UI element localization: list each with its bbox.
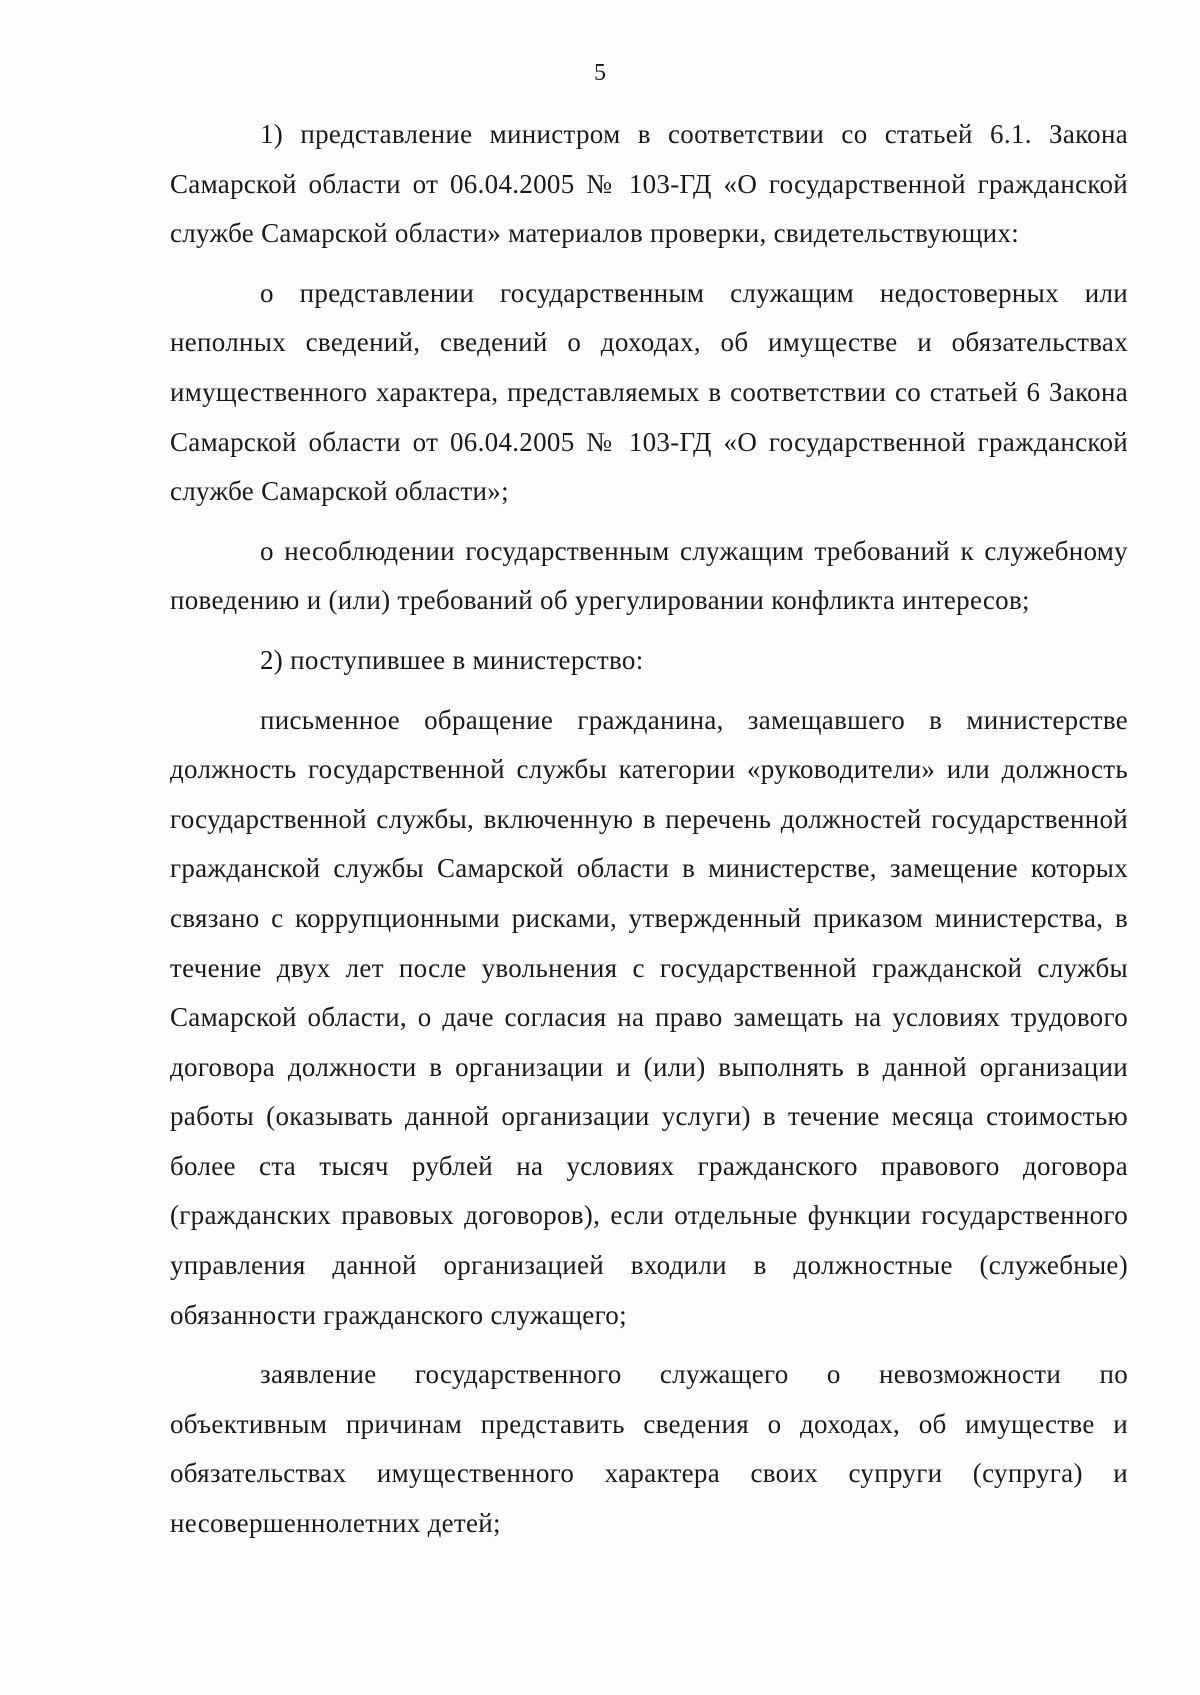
paragraph-non-compliance: о несоблюдении государственным служащим требований к служебному поведению и (или) требований об урегулировании конфликта интересов; [170,535,1128,616]
paragraph-unreliable-info: о представлении государственным служащим недостоверных или неполных сведений, сведений о доходах, об имуществе и обязательствах имущественного характера, представляемых в соответствии со статьей 6 Закона Самарской области от 06.04.2005 № 103-ГД «О государственной гражданской службе Самарской области»; [170,277,1128,507]
paragraph-employee-statement: заявление государственного служащего о невозможности по объективным причинам представить сведения о доходах, об имуществе и обязательствах имущественного характера своих супруги (супруга) и несовершеннолетних детей; [170,1359,1128,1539]
page-number: 5 [594,60,606,86]
paragraph-citizen-appeal: письменное обращение гражданина, замещавшего в министерстве должность государственной службы категории «руководители» или должность государственной службы, включенную в перечень должностей государственной гражданской службы Самарской области в министерстве, замещение которых связано с коррупционными рисками, утвержденный приказом министерства, в течение двух лет после увольнения с государственной гражданской службы Самарской области, о даче согласия на право замещать на условиях трудового договора должности в организации и (или) выполнять в данной организации работы (оказывать данной организации услуги) в течение месяца стоимостью более ста тысяч рублей на условиях гражданского правового договора (гражданских правовых договоров), если отдельные функции государственного управления данной организацией входили в должностные (служебные) обязанности гражданского служащего; [170,704,1128,1330]
paragraph-item-1-submission: 1) представление министром в соответствии со статьей 6.1. Закона Самарской области от 06.04.2005 № 103-ГД «О государственной гражданской службе Самарской области» материалов проверки, свидетельствующих: [170,119,1128,249]
paragraph-item-2-received: 2) поступившее в министерство: [260,644,644,675]
document-body [170,110,1128,1549]
